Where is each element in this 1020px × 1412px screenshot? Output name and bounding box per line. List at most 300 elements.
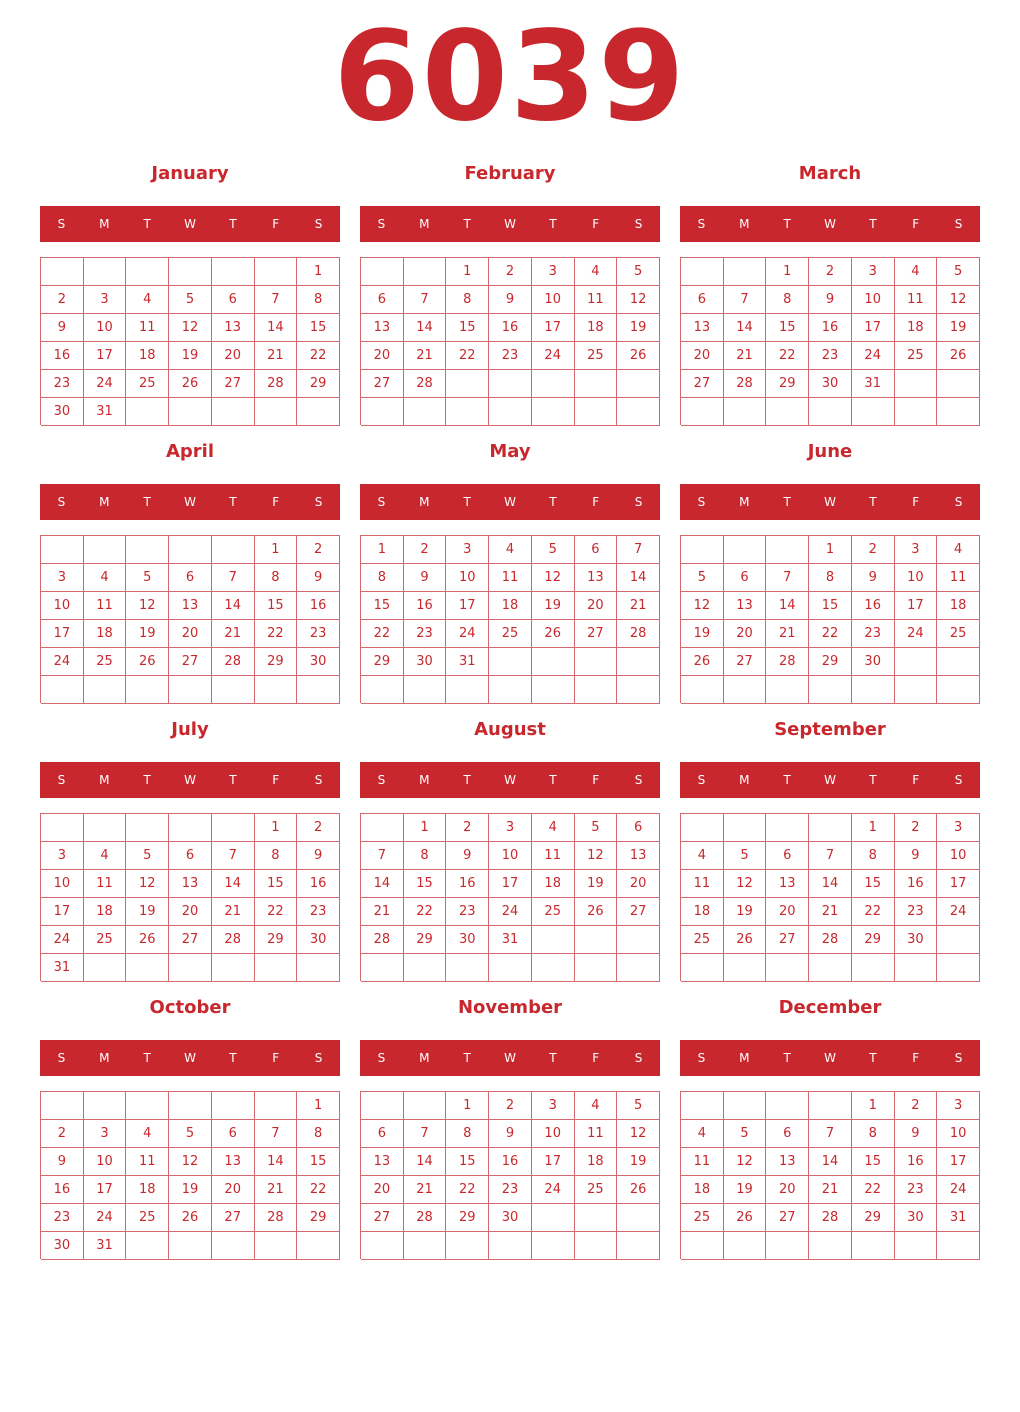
day-cell: 28 bbox=[766, 648, 809, 676]
day-cell: 18 bbox=[575, 1148, 618, 1176]
empty-day-cell bbox=[446, 954, 489, 982]
weekday-label: S bbox=[634, 217, 643, 231]
day-cell: 22 bbox=[766, 342, 809, 370]
day-cell: 5 bbox=[169, 286, 212, 314]
day-cell: 8 bbox=[255, 564, 298, 592]
day-cell: 4 bbox=[489, 536, 532, 564]
weekday-label: T bbox=[229, 1051, 237, 1065]
day-cell: 12 bbox=[169, 314, 212, 342]
day-cell: 27 bbox=[724, 648, 767, 676]
day-cell: 22 bbox=[404, 898, 447, 926]
empty-day-cell bbox=[297, 398, 340, 426]
empty-day-cell bbox=[617, 954, 660, 982]
weekday-label: F bbox=[592, 217, 600, 231]
day-cell: 26 bbox=[724, 926, 767, 954]
day-cell: 13 bbox=[169, 592, 212, 620]
day-cell: 18 bbox=[84, 620, 127, 648]
weekday-label: S bbox=[314, 773, 323, 787]
day-cell: 16 bbox=[895, 870, 938, 898]
day-cell: 23 bbox=[41, 1204, 84, 1232]
day-cell: 20 bbox=[724, 620, 767, 648]
empty-day-cell bbox=[297, 954, 340, 982]
day-cell: 4 bbox=[681, 842, 724, 870]
day-cell: 1 bbox=[297, 258, 340, 286]
empty-day-cell bbox=[361, 676, 404, 704]
empty-day-cell bbox=[575, 398, 618, 426]
empty-day-cell bbox=[724, 814, 767, 842]
weekday-label: T bbox=[783, 217, 791, 231]
weekday-label: W bbox=[504, 495, 516, 509]
day-cell: 8 bbox=[852, 842, 895, 870]
day-cell: 20 bbox=[766, 898, 809, 926]
day-cell: 6 bbox=[212, 286, 255, 314]
day-cell: 3 bbox=[532, 1092, 575, 1120]
empty-day-cell bbox=[937, 926, 980, 954]
day-cell: 27 bbox=[361, 370, 404, 398]
weekday-label: W bbox=[184, 217, 196, 231]
weekday-label: T bbox=[783, 773, 791, 787]
weekday-label: S bbox=[697, 1051, 706, 1065]
day-cell: 9 bbox=[895, 1120, 938, 1148]
day-cell: 18 bbox=[84, 898, 127, 926]
empty-day-cell bbox=[766, 1092, 809, 1120]
day-cell: 8 bbox=[404, 842, 447, 870]
day-cell: 30 bbox=[41, 1232, 84, 1260]
day-cell: 4 bbox=[126, 286, 169, 314]
day-cell: 24 bbox=[532, 342, 575, 370]
day-cell: 2 bbox=[41, 286, 84, 314]
day-cell: 27 bbox=[575, 620, 618, 648]
day-cell: 17 bbox=[41, 898, 84, 926]
day-cell: 12 bbox=[724, 870, 767, 898]
empty-day-cell bbox=[84, 676, 127, 704]
day-cell: 1 bbox=[446, 258, 489, 286]
day-cell: 25 bbox=[126, 1204, 169, 1232]
day-cell: 29 bbox=[297, 1204, 340, 1232]
empty-day-cell bbox=[169, 1092, 212, 1120]
empty-day-cell bbox=[255, 1092, 298, 1120]
weekday-label: T bbox=[869, 1051, 877, 1065]
day-cell: 21 bbox=[212, 620, 255, 648]
day-cell: 29 bbox=[446, 1204, 489, 1232]
day-cell: 4 bbox=[575, 1092, 618, 1120]
day-cell: 1 bbox=[809, 536, 852, 564]
day-grid bbox=[680, 257, 980, 425]
empty-day-cell bbox=[532, 648, 575, 676]
day-cell: 14 bbox=[809, 1148, 852, 1176]
empty-day-cell bbox=[126, 676, 169, 704]
day-cell: 30 bbox=[446, 926, 489, 954]
day-cell: 19 bbox=[532, 592, 575, 620]
empty-day-cell bbox=[404, 954, 447, 982]
day-cell: 10 bbox=[446, 564, 489, 592]
empty-day-cell bbox=[532, 370, 575, 398]
empty-day-cell bbox=[724, 954, 767, 982]
empty-day-cell bbox=[617, 370, 660, 398]
empty-day-cell bbox=[809, 814, 852, 842]
day-cell: 2 bbox=[404, 536, 447, 564]
day-cell: 17 bbox=[852, 314, 895, 342]
day-cell: 20 bbox=[617, 870, 660, 898]
day-cell: 7 bbox=[809, 842, 852, 870]
day-cell: 25 bbox=[489, 620, 532, 648]
empty-day-cell bbox=[681, 536, 724, 564]
empty-day-cell bbox=[766, 536, 809, 564]
day-cell: 30 bbox=[297, 926, 340, 954]
weekday-header bbox=[360, 1040, 660, 1076]
weekday-label: T bbox=[463, 1051, 471, 1065]
day-cell: 13 bbox=[724, 592, 767, 620]
weekday-header bbox=[680, 762, 980, 798]
day-cell: 7 bbox=[724, 286, 767, 314]
day-cell: 28 bbox=[404, 370, 447, 398]
empty-day-cell bbox=[489, 370, 532, 398]
day-cell: 14 bbox=[617, 564, 660, 592]
day-cell: 31 bbox=[489, 926, 532, 954]
day-cell: 26 bbox=[169, 1204, 212, 1232]
weekday-label: M bbox=[99, 773, 110, 787]
day-cell: 24 bbox=[489, 898, 532, 926]
weekday-label: F bbox=[592, 773, 600, 787]
day-cell: 11 bbox=[681, 870, 724, 898]
empty-day-cell bbox=[41, 814, 84, 842]
month-name: June bbox=[807, 441, 853, 462]
day-cell: 17 bbox=[937, 1148, 980, 1176]
day-cell: 13 bbox=[361, 1148, 404, 1176]
day-cell: 28 bbox=[404, 1204, 447, 1232]
day-cell: 8 bbox=[297, 1120, 340, 1148]
day-cell: 27 bbox=[766, 1204, 809, 1232]
weekday-label: S bbox=[377, 217, 386, 231]
day-cell: 17 bbox=[937, 870, 980, 898]
day-cell: 22 bbox=[852, 1176, 895, 1204]
day-cell: 5 bbox=[169, 1120, 212, 1148]
day-cell: 7 bbox=[255, 286, 298, 314]
day-cell: 6 bbox=[766, 1120, 809, 1148]
day-grid bbox=[680, 535, 980, 703]
day-cell: 26 bbox=[575, 898, 618, 926]
day-cell: 7 bbox=[766, 564, 809, 592]
day-cell: 6 bbox=[681, 286, 724, 314]
day-cell: 10 bbox=[532, 1120, 575, 1148]
day-cell: 25 bbox=[84, 926, 127, 954]
day-cell: 11 bbox=[575, 286, 618, 314]
empty-day-cell bbox=[212, 954, 255, 982]
day-grid bbox=[360, 535, 660, 703]
weekday-label: F bbox=[592, 1051, 600, 1065]
day-cell: 9 bbox=[895, 842, 938, 870]
day-cell: 11 bbox=[681, 1148, 724, 1176]
day-cell: 16 bbox=[895, 1148, 938, 1176]
day-cell: 1 bbox=[297, 1092, 340, 1120]
day-cell: 20 bbox=[169, 620, 212, 648]
day-cell: 8 bbox=[446, 286, 489, 314]
month-name: July bbox=[171, 719, 209, 740]
weekday-label: S bbox=[697, 217, 706, 231]
day-cell: 24 bbox=[41, 648, 84, 676]
day-cell: 21 bbox=[724, 342, 767, 370]
day-cell: 15 bbox=[361, 592, 404, 620]
day-cell: 28 bbox=[255, 370, 298, 398]
weekday-label: S bbox=[954, 773, 963, 787]
empty-day-cell bbox=[852, 954, 895, 982]
day-cell: 21 bbox=[809, 1176, 852, 1204]
day-cell: 23 bbox=[297, 620, 340, 648]
day-cell: 18 bbox=[937, 592, 980, 620]
empty-day-cell bbox=[809, 954, 852, 982]
day-cell: 11 bbox=[84, 870, 127, 898]
day-cell: 7 bbox=[212, 842, 255, 870]
weekday-label: M bbox=[419, 495, 430, 509]
day-cell: 8 bbox=[297, 286, 340, 314]
day-grid bbox=[680, 813, 980, 981]
day-cell: 12 bbox=[617, 1120, 660, 1148]
day-cell: 23 bbox=[404, 620, 447, 648]
day-cell: 22 bbox=[809, 620, 852, 648]
day-cell: 24 bbox=[532, 1176, 575, 1204]
empty-day-cell bbox=[766, 676, 809, 704]
weekday-label: S bbox=[57, 217, 66, 231]
day-cell: 14 bbox=[361, 870, 404, 898]
empty-day-cell bbox=[617, 926, 660, 954]
weekday-label: T bbox=[229, 773, 237, 787]
weekday-label: W bbox=[184, 773, 196, 787]
day-cell: 9 bbox=[489, 286, 532, 314]
weekday-label: T bbox=[143, 217, 151, 231]
weekday-label: M bbox=[739, 1051, 750, 1065]
day-cell: 22 bbox=[297, 1176, 340, 1204]
empty-day-cell bbox=[126, 258, 169, 286]
day-cell: 21 bbox=[404, 1176, 447, 1204]
empty-day-cell bbox=[532, 1232, 575, 1260]
day-cell: 11 bbox=[895, 286, 938, 314]
day-cell: 29 bbox=[255, 648, 298, 676]
day-cell: 3 bbox=[532, 258, 575, 286]
weekday-label: S bbox=[954, 217, 963, 231]
day-cell: 13 bbox=[169, 870, 212, 898]
weekday-label: M bbox=[419, 1051, 430, 1065]
day-cell: 26 bbox=[617, 342, 660, 370]
day-cell: 8 bbox=[446, 1120, 489, 1148]
day-cell: 8 bbox=[809, 564, 852, 592]
day-cell: 15 bbox=[809, 592, 852, 620]
day-cell: 22 bbox=[852, 898, 895, 926]
weekday-label: M bbox=[739, 217, 750, 231]
day-cell: 19 bbox=[617, 314, 660, 342]
weekday-label: T bbox=[549, 495, 557, 509]
day-cell: 13 bbox=[681, 314, 724, 342]
weekday-label: S bbox=[954, 495, 963, 509]
day-cell: 23 bbox=[895, 1176, 938, 1204]
weekday-label: W bbox=[184, 1051, 196, 1065]
weekday-label: T bbox=[549, 217, 557, 231]
empty-day-cell bbox=[724, 676, 767, 704]
day-cell: 15 bbox=[255, 870, 298, 898]
empty-day-cell bbox=[489, 398, 532, 426]
day-cell: 4 bbox=[126, 1120, 169, 1148]
day-cell: 20 bbox=[575, 592, 618, 620]
day-cell: 19 bbox=[681, 620, 724, 648]
empty-day-cell bbox=[937, 370, 980, 398]
weekday-label: F bbox=[912, 773, 920, 787]
empty-day-cell bbox=[212, 1232, 255, 1260]
day-cell: 1 bbox=[852, 814, 895, 842]
empty-day-cell bbox=[937, 1232, 980, 1260]
day-cell: 14 bbox=[724, 314, 767, 342]
day-cell: 17 bbox=[895, 592, 938, 620]
day-cell: 27 bbox=[169, 648, 212, 676]
day-cell: 1 bbox=[255, 536, 298, 564]
day-cell: 11 bbox=[489, 564, 532, 592]
day-cell: 10 bbox=[41, 592, 84, 620]
empty-day-cell bbox=[681, 258, 724, 286]
day-cell: 14 bbox=[212, 592, 255, 620]
day-cell: 4 bbox=[84, 842, 127, 870]
day-cell: 2 bbox=[297, 536, 340, 564]
empty-day-cell bbox=[361, 814, 404, 842]
empty-day-cell bbox=[852, 398, 895, 426]
weekday-label: M bbox=[739, 495, 750, 509]
day-cell: 22 bbox=[255, 620, 298, 648]
empty-day-cell bbox=[169, 954, 212, 982]
day-cell: 19 bbox=[575, 870, 618, 898]
weekday-label: T bbox=[463, 773, 471, 787]
empty-day-cell bbox=[895, 676, 938, 704]
day-cell: 17 bbox=[84, 1176, 127, 1204]
day-cell: 17 bbox=[446, 592, 489, 620]
day-cell: 15 bbox=[255, 592, 298, 620]
day-cell: 27 bbox=[766, 926, 809, 954]
day-cell: 21 bbox=[212, 898, 255, 926]
day-cell: 30 bbox=[41, 398, 84, 426]
empty-day-cell bbox=[84, 1092, 127, 1120]
day-grid bbox=[40, 813, 340, 981]
day-cell: 7 bbox=[617, 536, 660, 564]
day-cell: 28 bbox=[809, 1204, 852, 1232]
weekday-label: S bbox=[377, 773, 386, 787]
empty-day-cell bbox=[84, 258, 127, 286]
weekday-label: F bbox=[912, 1051, 920, 1065]
weekday-label: F bbox=[272, 217, 280, 231]
day-cell: 28 bbox=[255, 1204, 298, 1232]
empty-day-cell bbox=[617, 676, 660, 704]
day-grid bbox=[360, 1091, 660, 1259]
weekday-header bbox=[40, 484, 340, 520]
empty-day-cell bbox=[126, 814, 169, 842]
weekday-header bbox=[40, 762, 340, 798]
day-cell: 13 bbox=[766, 1148, 809, 1176]
day-cell: 25 bbox=[84, 648, 127, 676]
day-cell: 17 bbox=[41, 620, 84, 648]
day-grid bbox=[40, 1091, 340, 1259]
empty-day-cell bbox=[361, 954, 404, 982]
day-cell: 8 bbox=[255, 842, 298, 870]
day-cell: 25 bbox=[681, 926, 724, 954]
day-cell: 22 bbox=[446, 1176, 489, 1204]
weekday-label: M bbox=[99, 217, 110, 231]
weekday-label: S bbox=[697, 495, 706, 509]
day-cell: 22 bbox=[446, 342, 489, 370]
day-cell: 15 bbox=[852, 1148, 895, 1176]
empty-day-cell bbox=[617, 1204, 660, 1232]
weekday-label: F bbox=[272, 1051, 280, 1065]
day-cell: 2 bbox=[489, 258, 532, 286]
weekday-header bbox=[40, 1040, 340, 1076]
empty-day-cell bbox=[41, 1092, 84, 1120]
day-cell: 30 bbox=[809, 370, 852, 398]
weekday-label: T bbox=[143, 495, 151, 509]
empty-day-cell bbox=[404, 676, 447, 704]
weekday-header bbox=[40, 206, 340, 242]
day-cell: 23 bbox=[489, 342, 532, 370]
day-cell: 13 bbox=[766, 870, 809, 898]
day-cell: 12 bbox=[681, 592, 724, 620]
day-cell: 29 bbox=[255, 926, 298, 954]
empty-day-cell bbox=[937, 398, 980, 426]
weekday-label: W bbox=[824, 217, 836, 231]
day-cell: 25 bbox=[937, 620, 980, 648]
day-cell: 29 bbox=[297, 370, 340, 398]
day-grid bbox=[360, 257, 660, 425]
weekday-label: M bbox=[419, 773, 430, 787]
empty-day-cell bbox=[169, 398, 212, 426]
day-cell: 21 bbox=[404, 342, 447, 370]
day-cell: 18 bbox=[489, 592, 532, 620]
day-cell: 10 bbox=[532, 286, 575, 314]
day-cell: 10 bbox=[937, 1120, 980, 1148]
day-cell: 24 bbox=[895, 620, 938, 648]
day-cell: 16 bbox=[809, 314, 852, 342]
day-cell: 7 bbox=[809, 1120, 852, 1148]
day-cell: 18 bbox=[532, 870, 575, 898]
day-cell: 12 bbox=[169, 1148, 212, 1176]
day-cell: 6 bbox=[724, 564, 767, 592]
day-cell: 9 bbox=[404, 564, 447, 592]
empty-day-cell bbox=[297, 676, 340, 704]
day-cell: 12 bbox=[126, 592, 169, 620]
empty-day-cell bbox=[575, 954, 618, 982]
empty-day-cell bbox=[724, 1092, 767, 1120]
day-cell: 30 bbox=[895, 1204, 938, 1232]
day-cell: 2 bbox=[809, 258, 852, 286]
day-cell: 29 bbox=[852, 1204, 895, 1232]
day-cell: 10 bbox=[41, 870, 84, 898]
day-cell: 28 bbox=[724, 370, 767, 398]
day-cell: 1 bbox=[766, 258, 809, 286]
day-cell: 29 bbox=[404, 926, 447, 954]
weekday-label: T bbox=[869, 773, 877, 787]
day-cell: 11 bbox=[126, 1148, 169, 1176]
day-cell: 11 bbox=[937, 564, 980, 592]
empty-day-cell bbox=[766, 398, 809, 426]
day-cell: 19 bbox=[126, 898, 169, 926]
empty-day-cell bbox=[126, 536, 169, 564]
day-cell: 31 bbox=[41, 954, 84, 982]
day-cell: 5 bbox=[937, 258, 980, 286]
day-cell: 12 bbox=[126, 870, 169, 898]
day-cell: 15 bbox=[446, 314, 489, 342]
day-cell: 25 bbox=[532, 898, 575, 926]
day-cell: 7 bbox=[255, 1120, 298, 1148]
empty-day-cell bbox=[297, 1232, 340, 1260]
empty-day-cell bbox=[446, 676, 489, 704]
day-cell: 4 bbox=[575, 258, 618, 286]
day-cell: 7 bbox=[404, 1120, 447, 1148]
empty-day-cell bbox=[532, 926, 575, 954]
day-cell: 23 bbox=[895, 898, 938, 926]
weekday-label: F bbox=[272, 495, 280, 509]
day-cell: 3 bbox=[41, 564, 84, 592]
